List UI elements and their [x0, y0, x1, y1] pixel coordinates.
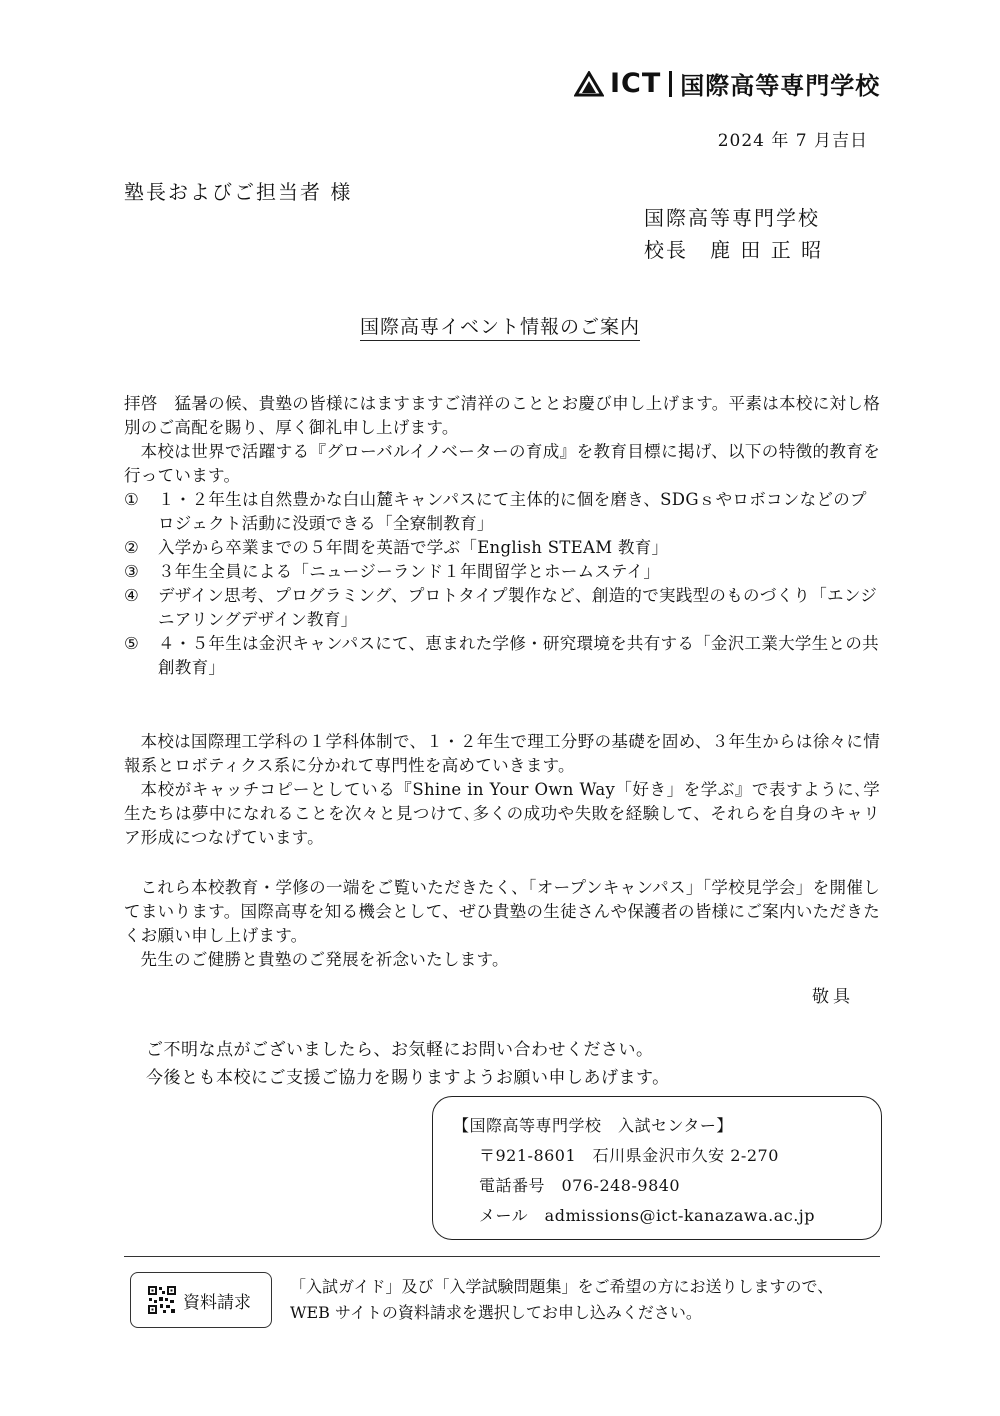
letter-body-intro: [124, 392, 880, 680]
letter-title: [0, 312, 1000, 339]
feature-text: デザイン思考、プログラミング、プロトタイプ製作など、創造的で実践型のものづくり「エンジニアリングデザイン教育」: [158, 586, 878, 629]
qr-code-icon: [147, 1285, 177, 1315]
feature-number: ②: [124, 538, 140, 557]
material-request-button[interactable]: [130, 1272, 272, 1328]
letter-date: 2024 年 7 月吉日: [717, 131, 868, 151]
feature-number: ④: [124, 586, 140, 605]
letter-body-middle: [124, 730, 880, 850]
school-logo: [574, 66, 880, 101]
sender-school: 国際高等専門学校: [644, 206, 820, 230]
addressee: 塾長およびご担当者 様: [124, 180, 353, 204]
logo-divider: [669, 71, 672, 97]
contact-box: [432, 1096, 882, 1240]
note-line: 今後とも本校にご支援ご協力を賜りますようお願い申しあげます。: [146, 1068, 670, 1088]
feature-text: １・２年生は自然豊かな白山麓キャンパスにて主体的に個を磨き、SDGｓやロボコンなどのプロジェクト活動に没頭できる「全寮制教育」: [158, 490, 867, 533]
feature-number: ③: [124, 562, 140, 581]
feature-text: 入学から卒業までの５年間を英語で学ぶ「English STEAM 教育」: [158, 538, 669, 557]
feature-number: ⑤: [124, 634, 140, 653]
school-emblem-icon: [574, 71, 604, 97]
contact-address: 〒921-8601 石川県金沢市久安 2-270: [479, 1146, 779, 1165]
feature-text: ４・５年生は金沢キャンパスにて、恵まれた学修・研究環境を共有する「金沢工業大学生との共創教育」: [158, 634, 879, 677]
material-request-label: 資料請求: [183, 1292, 251, 1313]
material-request-text: 「入試ガイド」及び「入学試験問題集」をご希望の方にお送りしますので、WEB サイトの資料請求を選択してお申し込みください。: [290, 1277, 834, 1322]
feature-item: [124, 560, 880, 584]
sender-principal: 校長 鹿 田 正 昭: [644, 238, 824, 262]
mission-paragraph: 本校は世界で活躍する『グローバルイノベーターの育成』を教育目標に掲げ、以下の特徴的教育を行っています。: [124, 442, 880, 485]
wishes-paragraph: 先生のご健勝と貴塾のご発展を祈念いたします。: [140, 950, 509, 969]
feature-number: ①: [124, 490, 140, 509]
catchcopy-paragraph: 本校がキャッチコピーとしている『Shine in Your Own Way「好き」を学ぶ』で表すように､学生たちは夢中になれることを次々と見つけて､多くの成功や失敗を経験して、それらを自身のキャリア形成につなげています。: [124, 780, 880, 847]
letter-body-closing: [124, 876, 880, 972]
curriculum-paragraph: 本校は国際理工学科の１学科体制で、１・２年生で理工分野の基礎を固め、３年生からは徐々に情報系とロボティクス系に分かれて専門性を高めていきます。: [124, 732, 880, 775]
contact-email[interactable]: メール admissions@ict-kanazawa.ac.jp: [479, 1206, 816, 1225]
divider: [124, 1256, 880, 1257]
letter-title-text: 国際高専イベント情報のご案内: [360, 316, 640, 341]
feature-item: [124, 584, 880, 632]
greeting-paragraph: 拝啓 猛暑の候、貴塾の皆様にはますますご清祥のこととお慶び申し上げます。平素は本校に対し格別のご高配を賜り、厚く御礼申し上げます。: [124, 394, 880, 437]
logo-ict-text: ICT: [610, 68, 662, 99]
contact-phone: 電話番号 076-248-9840: [479, 1176, 681, 1195]
logo-school-name: 国際高等専門学校: [680, 72, 881, 100]
event-paragraph: これら本校教育・学修の一端をご覧いただきたく、「オープンキャンパス」「学校見学会」を開催してまいります。国際高専を知る機会として、ぜひ貴塾の生徒さんや保護者の皆様にご案内いただきたくお願い申し上げます。: [124, 878, 880, 945]
notes: [146, 1036, 670, 1092]
feature-item: [124, 536, 880, 560]
closing-word: 敬具: [812, 987, 854, 1007]
feature-item: [124, 488, 880, 536]
contact-heading: 【国際高等専門学校 入試センター】: [453, 1116, 733, 1135]
feature-text: ３年生全員による「ニュージーランド１年間留学とホームステイ」: [158, 562, 661, 581]
feature-item: [124, 632, 880, 680]
feature-list: [124, 488, 880, 680]
note-line: ご不明な点がございましたら、お気軽にお問い合わせください。: [146, 1040, 654, 1060]
sender-block: [644, 202, 823, 266]
